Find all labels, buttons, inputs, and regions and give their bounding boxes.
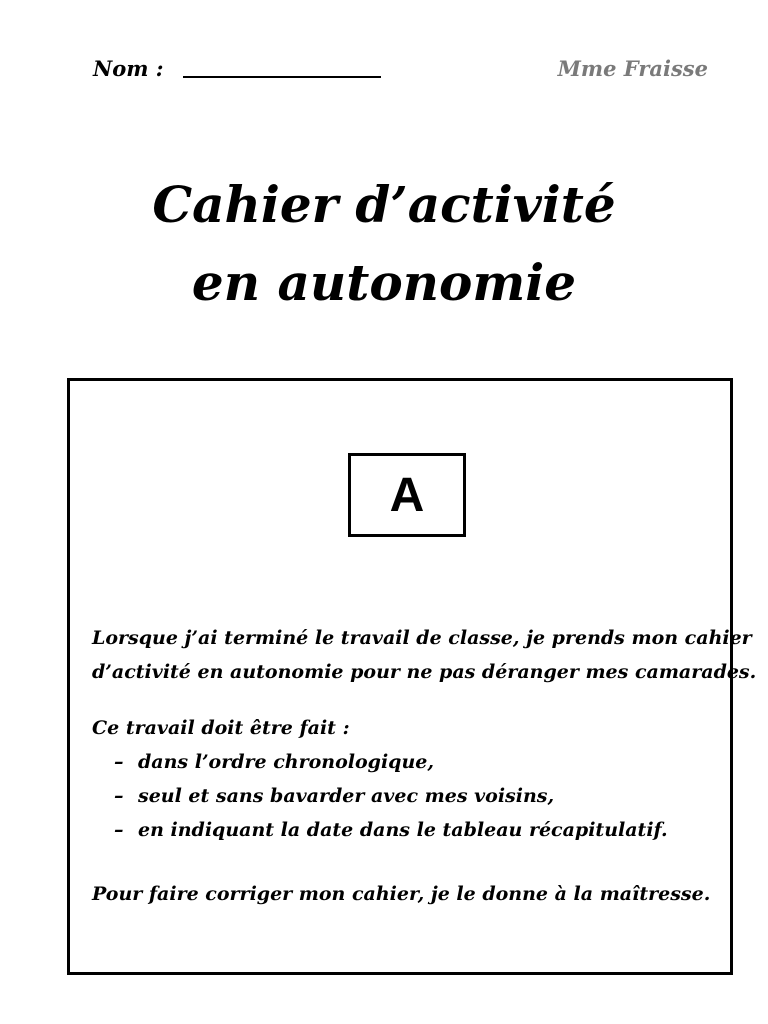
teacher-name: Mme Fraisse <box>557 56 708 81</box>
list-dash: – <box>114 785 124 807</box>
list-item-text: dans l’ordre chronologique, <box>138 751 434 773</box>
list-item <box>114 779 668 813</box>
list-item <box>114 813 668 847</box>
instructions-frame <box>67 378 757 975</box>
letter-box <box>348 453 466 537</box>
level-letter: A <box>389 468 425 522</box>
list-dash: – <box>114 751 124 773</box>
intro-line-1: Lorsque j’ai terminé le travail de classe, je prends mon cahier <box>92 627 752 649</box>
correction-paragraph: Pour faire corriger mon cahier, je le donne à la maîtresse. <box>92 883 711 905</box>
list-item <box>114 745 668 779</box>
rules-list <box>114 745 668 847</box>
name-label: Nom : <box>93 56 164 81</box>
title-line-2: en autonomie <box>191 253 577 312</box>
intro-paragraph <box>92 621 756 689</box>
list-item-text: seul et sans bavarder avec mes voisins, <box>138 785 555 807</box>
intro-line-2: d’activité en autonomie pour ne pas déranger mes camarades. <box>92 661 757 683</box>
name-blank-line <box>183 76 381 78</box>
list-dash: – <box>114 819 124 841</box>
title-line-1: Cahier d’activité <box>152 175 616 234</box>
list-item-text: en indiquant la date dans le tableau récapitulatif. <box>138 819 668 841</box>
rules-heading: Ce travail doit être fait : <box>92 717 350 739</box>
